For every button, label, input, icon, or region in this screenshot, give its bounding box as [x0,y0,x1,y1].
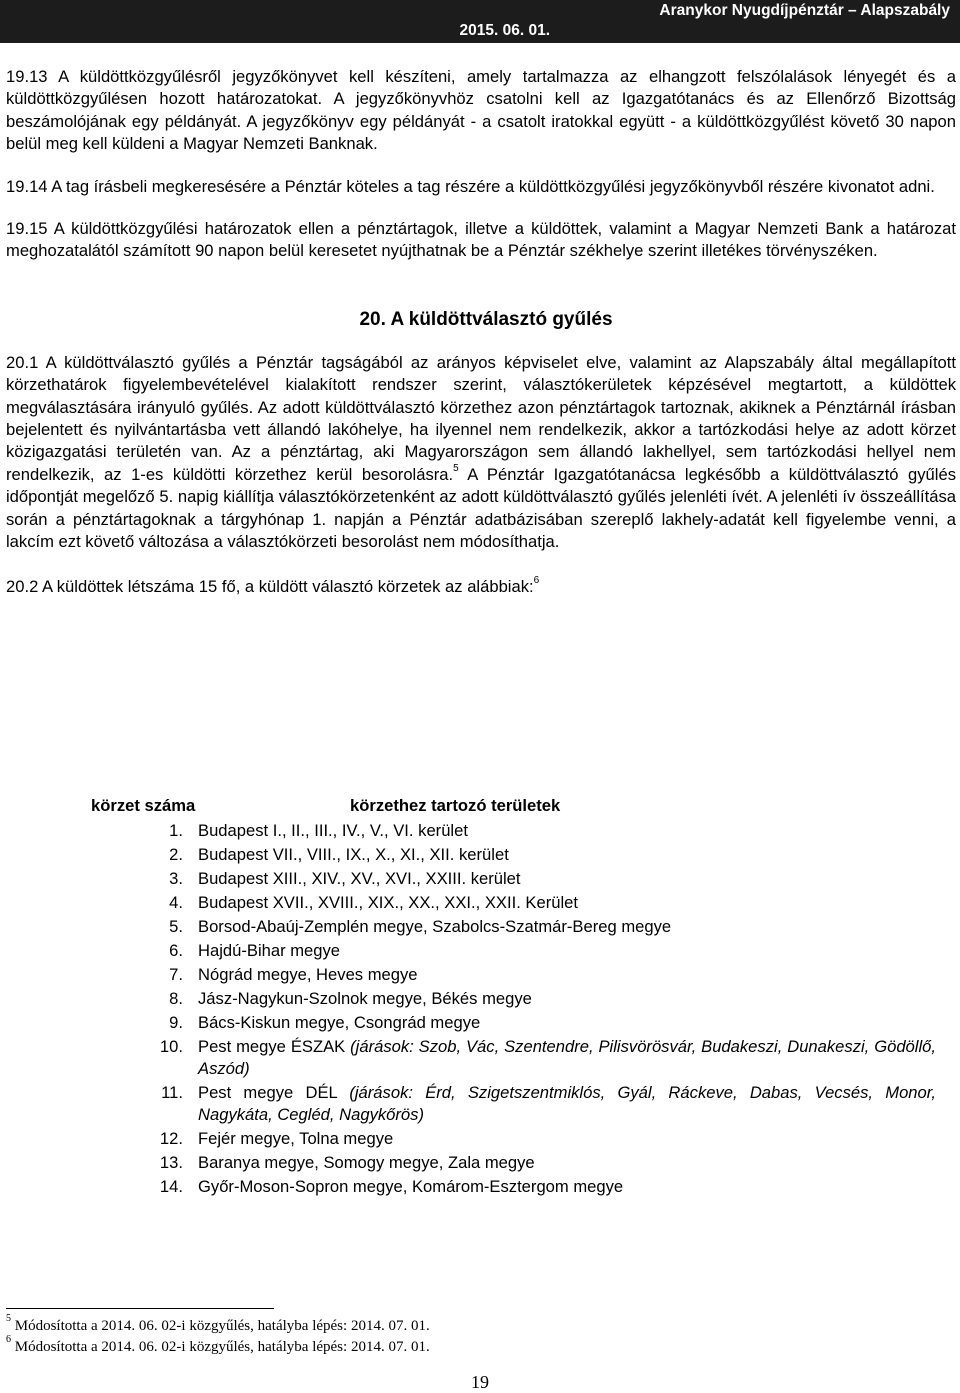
section-title: 20. A küldöttválasztó gyűlés [359,308,613,330]
paragraph-20-2 [6,576,956,598]
table-header-row [86,794,936,819]
district-areas [198,843,936,867]
paragraph-20-1-part-b: A Pénztár Igazgatótanácsa legkésőbb a küldöttválasztó gyűlés időpontját megelőző 5. napig kiállítja választókörzetenként az adott küldöttválasztó gyűlés jelenléti ívét. A jelenléti ív összeállítása során a pénztártagoknak a tárgyhónap 1. napján a Pénztár adatbázisában szereplő lakhely-adatát kell figyelembe venni, a lakcím ezt követő változása a választókörzeti besorolást nem módosíthatja. [6,464,956,552]
district-area-text: Pest megye ÉSZAK [198,1037,351,1056]
paragraph-19-13: 19.13 A küldöttközgyűlésről jegyzőkönyvet kell készíteni, amely tartalmazza az elhangzott felszólalások lényegét és a küldöttközgyűlésen hozott határozatokat. A jegyzőkönyvhöz csatolni kell az Igazgatótanács és az Ellenőrző Bizottság beszámolójának egy példányát. A jegyzőkönyv egy példányát - a csatolt iratokkal együtt - a küldöttközgyűlést követő 30 napon belül meg kell küldeni a Magyar Nemzeti Banknak. [6,67,956,154]
district-number: 10. [159,1037,183,1056]
paragraph-19-15: 19.15 A küldöttközgyűlési határozatok ellen a pénztártagok, illetve a küldöttek, valamint a Magyar Nemzeti Bank a határozat meghozatalától számított 90 napon belül keresetet nyújthatnak be a Pénztár székhelye szerint illetékes törvényszéken. [6,219,956,261]
table-row [86,1127,936,1151]
footnote [6,1334,430,1358]
district-area-text: Pest megye DÉL [198,1083,350,1102]
table-row [86,1175,936,1199]
footnotes [6,1313,430,1358]
district-area-text: Budapest VII., VIII., IX., X., XI., XII. kerület [198,845,509,864]
table-row [86,1151,936,1175]
table-row [86,819,936,843]
district-number: 9. [169,1013,183,1032]
footnote-mark: 5 [6,1313,11,1324]
page-number: 19 [471,1372,489,1392]
footnote-text: Módosította a 2014. 06. 02-i közgyűlés, hatályba lépés: 2014. 07. 01. [11,1339,430,1355]
district-areas [198,987,936,1011]
page-header [0,0,960,43]
district-area-text: Fejér megye, Tolna megye [198,1129,394,1148]
district-number: 4. [169,893,183,912]
table-row [86,1081,936,1127]
district-area-text: Borsod-Abaúj-Zemplén megye, Szabolcs-Szatmár-Bereg megye [198,917,672,936]
footnote-ref-5[interactable]: 5 [453,463,459,475]
district-areas [198,939,936,963]
table-row [86,843,936,867]
table-row [86,987,936,1011]
footnote-separator [6,1308,274,1309]
table-row [86,867,936,891]
footnote-text: Módosította a 2014. 06. 02-i közgyűlés, hatályba lépés: 2014. 07. 01. [11,1318,430,1334]
table-row [86,939,936,963]
district-area-text: Budapest XIII., XIV., XV., XVI., XXIII. kerület [198,869,521,888]
district-number: 5. [169,917,183,936]
district-number: 6. [169,941,183,960]
district-number: 14. [159,1177,183,1196]
district-areas [198,963,936,987]
document-body [6,66,956,598]
district-number: 12. [159,1129,183,1148]
district-table [86,794,936,1199]
table-row [86,963,936,987]
district-areas [198,891,936,915]
district-area-text: Baranya megye, Somogy megye, Zala megye [198,1153,535,1172]
district-areas [198,1175,936,1199]
district-area-text: Budapest I., II., III., IV., V., VI. kerület [198,821,468,840]
header-title: Aranykor Nyugdíjpénztár – Alapszabály [659,2,950,19]
table-row [86,1011,936,1035]
district-area-text: Budapest XVII., XVIII., XIX., XX., XXI., XXII. Kerület [198,893,578,912]
table-row [86,915,936,939]
district-number: 7. [169,965,183,984]
header-district-number: körzet száma [91,796,196,815]
district-number: 13. [159,1153,183,1172]
district-areas [198,819,936,843]
district-subdivisions: (járások: Szob, Vác, Szentendre, Pilisvörösvár, Budakeszi, Dunakeszi, Gödöllő, Aszód) [198,1037,936,1078]
table-row [86,891,936,915]
footnote [6,1313,430,1337]
district-number: 8. [169,989,183,1008]
district-area-text: Nógrád megye, Heves megye [198,965,418,984]
district-areas [198,915,936,939]
district-number: 1. [169,821,183,840]
table-row [86,1035,936,1081]
district-number: 3. [169,869,183,888]
footnote-mark: 6 [6,1334,11,1345]
district-area-text: Hajdú-Bihar megye [198,941,341,960]
footnote-ref-6[interactable]: 6 [533,574,540,586]
district-area-text: Győr-Moson-Sopron megye, Komárom-Esztergom megye [198,1177,624,1196]
district-areas [198,1035,936,1081]
paragraph-20-1 [6,352,956,554]
district-areas [198,1081,936,1127]
district-area-text: Jász-Nagykun-Szolnok megye, Békés megye [198,989,532,1008]
header-date: 2015. 06. 01. [459,22,550,39]
district-number: 2. [169,845,183,864]
paragraph-20-2-text: 20.2 A küldöttek létszáma 15 fő, a küldött választó körzetek az alábbiak: [6,576,534,596]
district-areas [198,1011,936,1035]
district-area-text: Bács-Kiskun megye, Csongrád megye [198,1013,481,1032]
district-number: 11. [161,1083,183,1102]
district-areas [198,867,936,891]
header-district-areas: körzethez tartozó területek [350,796,561,815]
district-areas [198,1127,936,1151]
paragraph-20-1-part-a: 20.1 A küldöttválasztó gyűlés a Pénztár tagságából az arányos képviselet elve, valamint az Alapszabály által megállapított körzethatárok figyelembevételével kialakított rendszer szerint, választókerületek képzésével megtartott, a küldöttek megválasztására irányuló gyűlés. Az adott küldöttválasztó körzethez azon pénztártagok tartoznak, akiknek a Pénztárnál írásban bejelentett és nyilvántartásba vett állandó lakóhelye, ha ilyennel nem rendelkezik, akkor a tartózkodási helye az adott körzet közigazgatási területén van. Az a pénztártag, aki Magyarországon sem állandó lakhellyel, sem tartózkodási hellyel nem rendelkezik, az 1-es küldötti körzethez kerül besorolásra. [6,352,956,484]
district-areas [198,1151,936,1175]
district-subdivisions: (járások: Érd, Szigetszentmiklós, Gyál, Ráckeve, Dabas, Vecsés, Monor, Nagykáta, Cegléd, Nagykőrös) [198,1083,936,1124]
paragraph-19-14: 19.14 A tag írásbeli megkeresésére a Pénztár köteles a tag részére a küldöttközgyűlési jegyzőkönyvből részére kivonatot adni. [6,176,935,196]
